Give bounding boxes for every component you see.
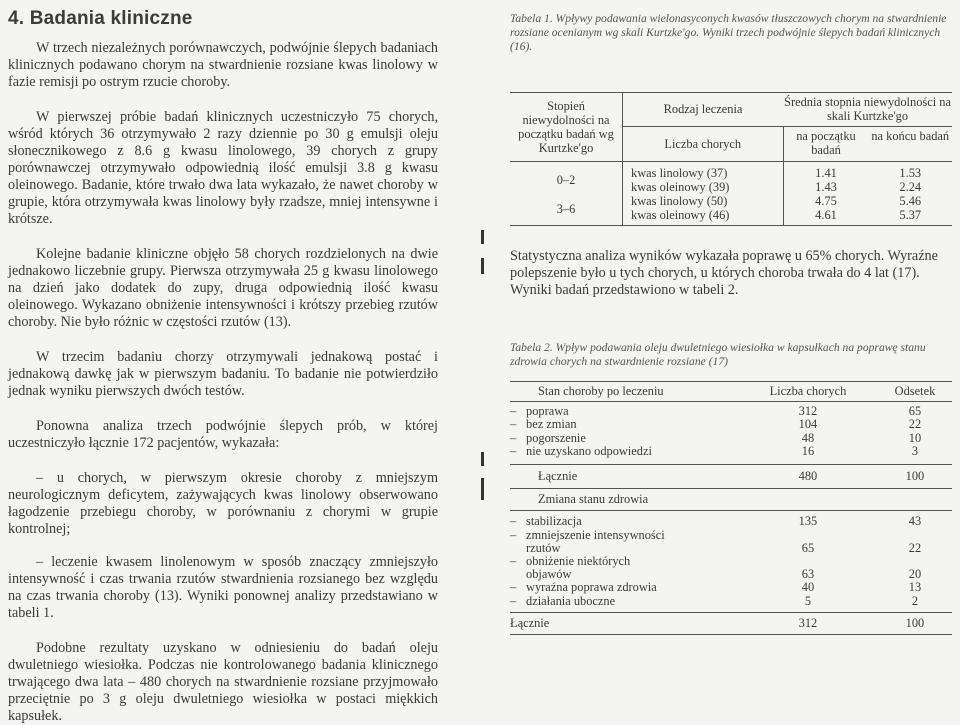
table1-treatment: kwas linolowy (50): [623, 194, 784, 208]
table2: Stan choroby po leczeniu Liczba chorych Odsetek – poprawa 312 65 – bez zmian 104 22 – pogorszenie 48 10 – nie uzyskano odpowiedzi 16 3 Łącznie 480 100 Zmiana stanu zdrowia – stabilizacja 135 43 – zmniejszenie intensywności rzutów 65 22 – obniżenie niektórych objawów 63 20 – wyraźna poprawa zdrowia 40 13 – działania uboczne 5 2 Łącznie 312 100: [510, 381, 952, 635]
table2-count: 16: [801, 443, 815, 458]
table1-degree: 0–2: [510, 162, 623, 195]
paragraph-second-trial: Kolejne badanie kliniczne objęło 58 chorych rozdzielonych na dwie jednakowo liczebnie grupy. Pierwsza otrzymywała 25 g kwasu linolowego na dzień jako dodatek do zupy, druga odpowiednią ilość kwasu oleinowego. Wykazano obniżenie intensywności i krótszy przebieg rzutów choroby. Nie było różnic w częstości rzutów (13).: [8, 246, 438, 330]
table2-count: 65: [801, 540, 815, 555]
margin-mark: [481, 258, 484, 274]
table2-total-count: 312: [738, 612, 878, 634]
table2-count: 104: [798, 417, 818, 432]
table2-count: 135: [738, 511, 878, 529]
table2-count: 63: [801, 567, 815, 582]
table2-label: poprawa: [526, 404, 569, 419]
table2-header-count: Liczba chorych: [769, 384, 847, 398]
table2-total-label: Łącznie: [510, 465, 738, 489]
table2-label: bez zmian: [526, 417, 577, 432]
table2-label: zmniejszenie intensywności: [526, 527, 665, 542]
table2-pct: 2: [911, 593, 919, 608]
table2-pct: 20: [908, 567, 922, 582]
table1-degree: 3–6: [510, 194, 623, 226]
table2-label: rzutów: [526, 540, 561, 555]
table1-treatment: kwas linolowy (37): [623, 162, 784, 181]
table2-total-count: 480: [738, 465, 878, 489]
table1-end: 5.46: [899, 194, 922, 208]
right-column: [510, 12, 952, 635]
table2-label: wyraźna poprawa zdrowia: [526, 580, 657, 595]
paragraph-finding-2: – leczenie kwasem linolenowym w sposób znaczący zmniejszyło intensywność i czas trwania rzutów stwardnienia rozsianego bez względu na czas trwania choroby (13). Wyniki ponownej analizy przedstawiano w tabeli 1.: [8, 554, 438, 621]
table1-header-count: Liczba chorych: [623, 127, 784, 162]
table2-total-pct: 100: [878, 612, 952, 634]
table2-total-pct: 100: [878, 465, 952, 489]
table1-start: 1.43: [815, 180, 837, 194]
table1-header-mean: Średnia stopnia niewydolności na skali Kurtzke'go: [783, 93, 952, 127]
paragraph-reanalysis: Ponowna analiza trzech podwójnie ślepych prób, w której uczestniczyło łącznie 172 pacjentów, wykazała:: [8, 418, 438, 451]
table2-pct: 3: [911, 443, 919, 458]
table2-label: pogorszenie: [526, 430, 586, 445]
table1-caption: Tabela 1. Wpływy podawania wielonasyconych kwasów tłuszczowych chorym na stwardnienie rozsiane ocenianym wg skali Kurtzke'go. Wyniki trzech podwójnie ślepych badań klinicznych (16).: [510, 12, 947, 53]
table2-pct: 10: [908, 430, 922, 445]
table2-pct: 43: [878, 511, 952, 529]
paragraph-first-trial: W pierwszej próbie badań klinicznych uczestniczyło 75 chorych, wśród których 36 otrzymywało 2 razy dziennie po 30 g emulsji oleju słonecznikowego z 8.6 g kwasu linolowego, 39 chorych z grupy porównawczej otrzymywało odpowiednią ilość emulsji 3.8 g kwasu oleinowego. Badanie, które trwało dwa lata wykazało, że nawet choroby w grupie, która otrzymywała kwas linolowy były rzadsze, mniej intensywne i krótsze.: [8, 109, 438, 227]
table2-pct: 22: [908, 417, 922, 432]
table1-start: 4.75: [815, 194, 837, 208]
table2-label: działania uboczne: [526, 593, 616, 608]
table2-header-pct: Odsetek: [894, 384, 936, 398]
paragraph-finding-1: – u chorych, w pierwszym okresie choroby z mniejszym neurologicznym deficytem, zażywających kwas linolowy obserwowano łagodzenie przebiegu choroby, w porównaniu z chorymi w grupie kontrolnej;: [8, 470, 438, 537]
table1-header-start: na początku badań: [796, 129, 856, 157]
table2-count: [738, 529, 878, 542]
table2-pct: 65: [908, 404, 922, 419]
table2-label: obniżenie niektórych: [526, 554, 631, 569]
table2-pct: [878, 529, 952, 542]
table2-label: objawów: [526, 567, 572, 582]
paragraph-statistics: Statystyczna analiza wyników wykazała poprawę u 65% chorych. Wyraźne polepszenie było u tych chorych, u których choroba trwała do 4 lat (17). Wyniki badań przedstawiono w tabeli 2.: [510, 248, 938, 298]
table2-label: stabilizacja: [526, 514, 582, 529]
section-heading: 4. Badania kliniczne: [8, 8, 193, 29]
table1-header-end: na końcu badań: [871, 129, 950, 143]
table1-start: 4.61: [815, 208, 837, 222]
table1-start: 1.41: [815, 166, 837, 180]
table2-caption: Tabela 2. Wpływ podawania oleju dwuletniego wiesiołka w kapsułkach na poprawę stanu zdrowia chorych na stwardnienie rozsiane (17): [510, 341, 926, 368]
left-column: [8, 8, 438, 725]
table2-total-label: Łącznie: [510, 612, 738, 634]
paragraph-intro: W trzech niezależnych porównawczych, podwójnie ślepych badaniach klinicznych podawano chorym na stwardnienie rozsiane kwas linolowy w fazie remisji po ostrym rzucie choroby.: [8, 40, 438, 90]
table2-section-title: Zmiana stanu zdrowia: [510, 489, 952, 511]
table1: [510, 92, 952, 226]
table2-pct: 13: [908, 580, 922, 595]
margin-mark: [481, 230, 484, 244]
table2-count: 48: [801, 430, 815, 445]
table1-end: 2.24: [899, 180, 922, 194]
table2-header-state: Stan choroby po leczeniu: [538, 384, 664, 398]
table2-label: nie uzyskano odpowiedzi: [526, 443, 652, 458]
table1-treatment: kwas oleinowy (46): [623, 208, 784, 226]
table2-pct: 22: [908, 540, 922, 555]
table2-count: 312: [798, 404, 818, 419]
paragraph-evening-primrose: Podobne rezultaty uzyskano w odniesieniu do badań oleju dwuletniego wiesiołka. Podczas nie kontrolowanego badania klinicznego trwającego dwa lata – 480 chorych na stwardnienie rozsiane przyjmowało przeciętnie po 3 g oleju dwuletniego wiesiołka w postaci miękkich kapsułek.: [8, 640, 438, 724]
margin-mark: [481, 452, 484, 466]
paragraph-third-trial: W trzecim badaniu chorzy otrzymywali jednakową postać i jednakową dawkę jak w pierwszym badaniu. To badanie nie potwierdziło jednak wyniku pierwszych dwóch testów.: [8, 349, 438, 399]
table2-count: 5: [804, 593, 812, 608]
table1-header-treatment: Rodzaj leczenia: [623, 93, 784, 127]
margin-mark: [481, 478, 484, 500]
table1-end: 5.37: [899, 208, 922, 222]
table1-end: 1.53: [899, 166, 922, 180]
table2-count: 40: [801, 580, 815, 595]
table1-header-degree: Stopień niewydolności na początku badań wg Kurtzke'go: [510, 93, 623, 162]
table1-treatment: kwas oleinowy (39): [623, 180, 784, 194]
